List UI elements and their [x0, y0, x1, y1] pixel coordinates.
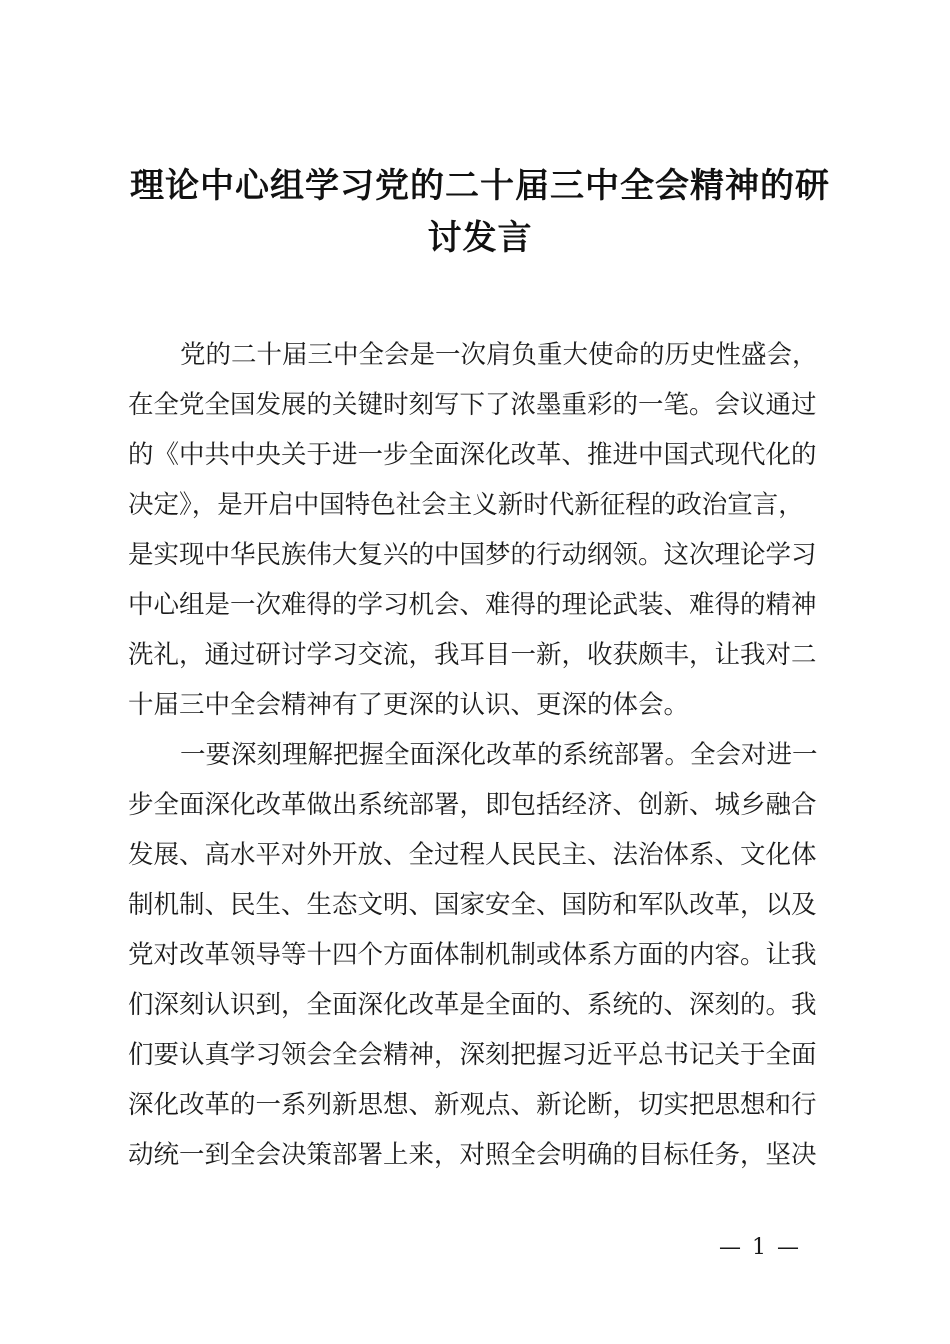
paragraph-line: 制机制、民生、生态文明、国家安全、国防和军队改革，以及	[128, 890, 817, 920]
paragraph-line: 是实现中华民族伟大复兴的中国梦的行动纲领。这次理论学习	[128, 540, 817, 570]
paragraph-line: 动统一到全会决策部署上来，对照全会明确的目标任务，坚决	[128, 1140, 817, 1170]
paragraph-line: 们要认真学习领会全会精神，深刻把握习近平总书记关于全面	[128, 1040, 817, 1070]
paragraph-line: 中心组是一次难得的学习机会、难得的理论武装、难得的精神	[128, 590, 817, 620]
title-line-2: 讨发言	[427, 218, 533, 258]
paragraph-line: 党对改革领导等十四个方面体制机制或体系方面的内容。让我	[128, 940, 817, 970]
document-title	[120, 160, 840, 264]
page-number: — 1 —	[719, 1235, 801, 1260]
paragraph-line: 十届三中全会精神有了更深的认识、更深的体会。	[128, 690, 690, 720]
paragraph-2	[128, 730, 838, 1180]
title-line-1: 理论中心组学习党的二十届三中全会精神的研	[130, 166, 830, 206]
paragraph-line: 步全面深化改革做出系统部署，即包括经济、创新、城乡融合	[128, 790, 817, 820]
paragraph-line: 一要深刻理解把握全面深化改革的系统部署。全会对进一	[180, 740, 818, 770]
paragraph-line: 的《中共中央关于进一步全面深化改革、推进中国式现代化的	[128, 440, 817, 470]
paragraph-line: 发展、高水平对外开放、全过程人民民主、法治体系、文化体	[128, 840, 817, 870]
paragraph-line: 洗礼，通过研讨学习交流，我耳目一新，收获颇丰，让我对二	[128, 640, 817, 670]
paragraph-line: 深化改革的一系列新思想、新观点、新论断，切实把思想和行	[128, 1090, 817, 1120]
paragraph-1	[128, 330, 838, 730]
document-body	[128, 330, 838, 1180]
paragraph-line: 决定》，是开启中国特色社会主义新时代新征程的政治宣言，	[128, 490, 804, 520]
paragraph-line: 在全党全国发展的关键时刻写下了浓墨重彩的一笔。会议通过	[128, 390, 817, 420]
paragraph-line: 们深刻认识到，全面深化改革是全面的、系统的、深刻的。我	[128, 990, 817, 1020]
paragraph-line: 党的二十届三中全会是一次肩负重大使命的历史性盛会，	[180, 340, 818, 370]
